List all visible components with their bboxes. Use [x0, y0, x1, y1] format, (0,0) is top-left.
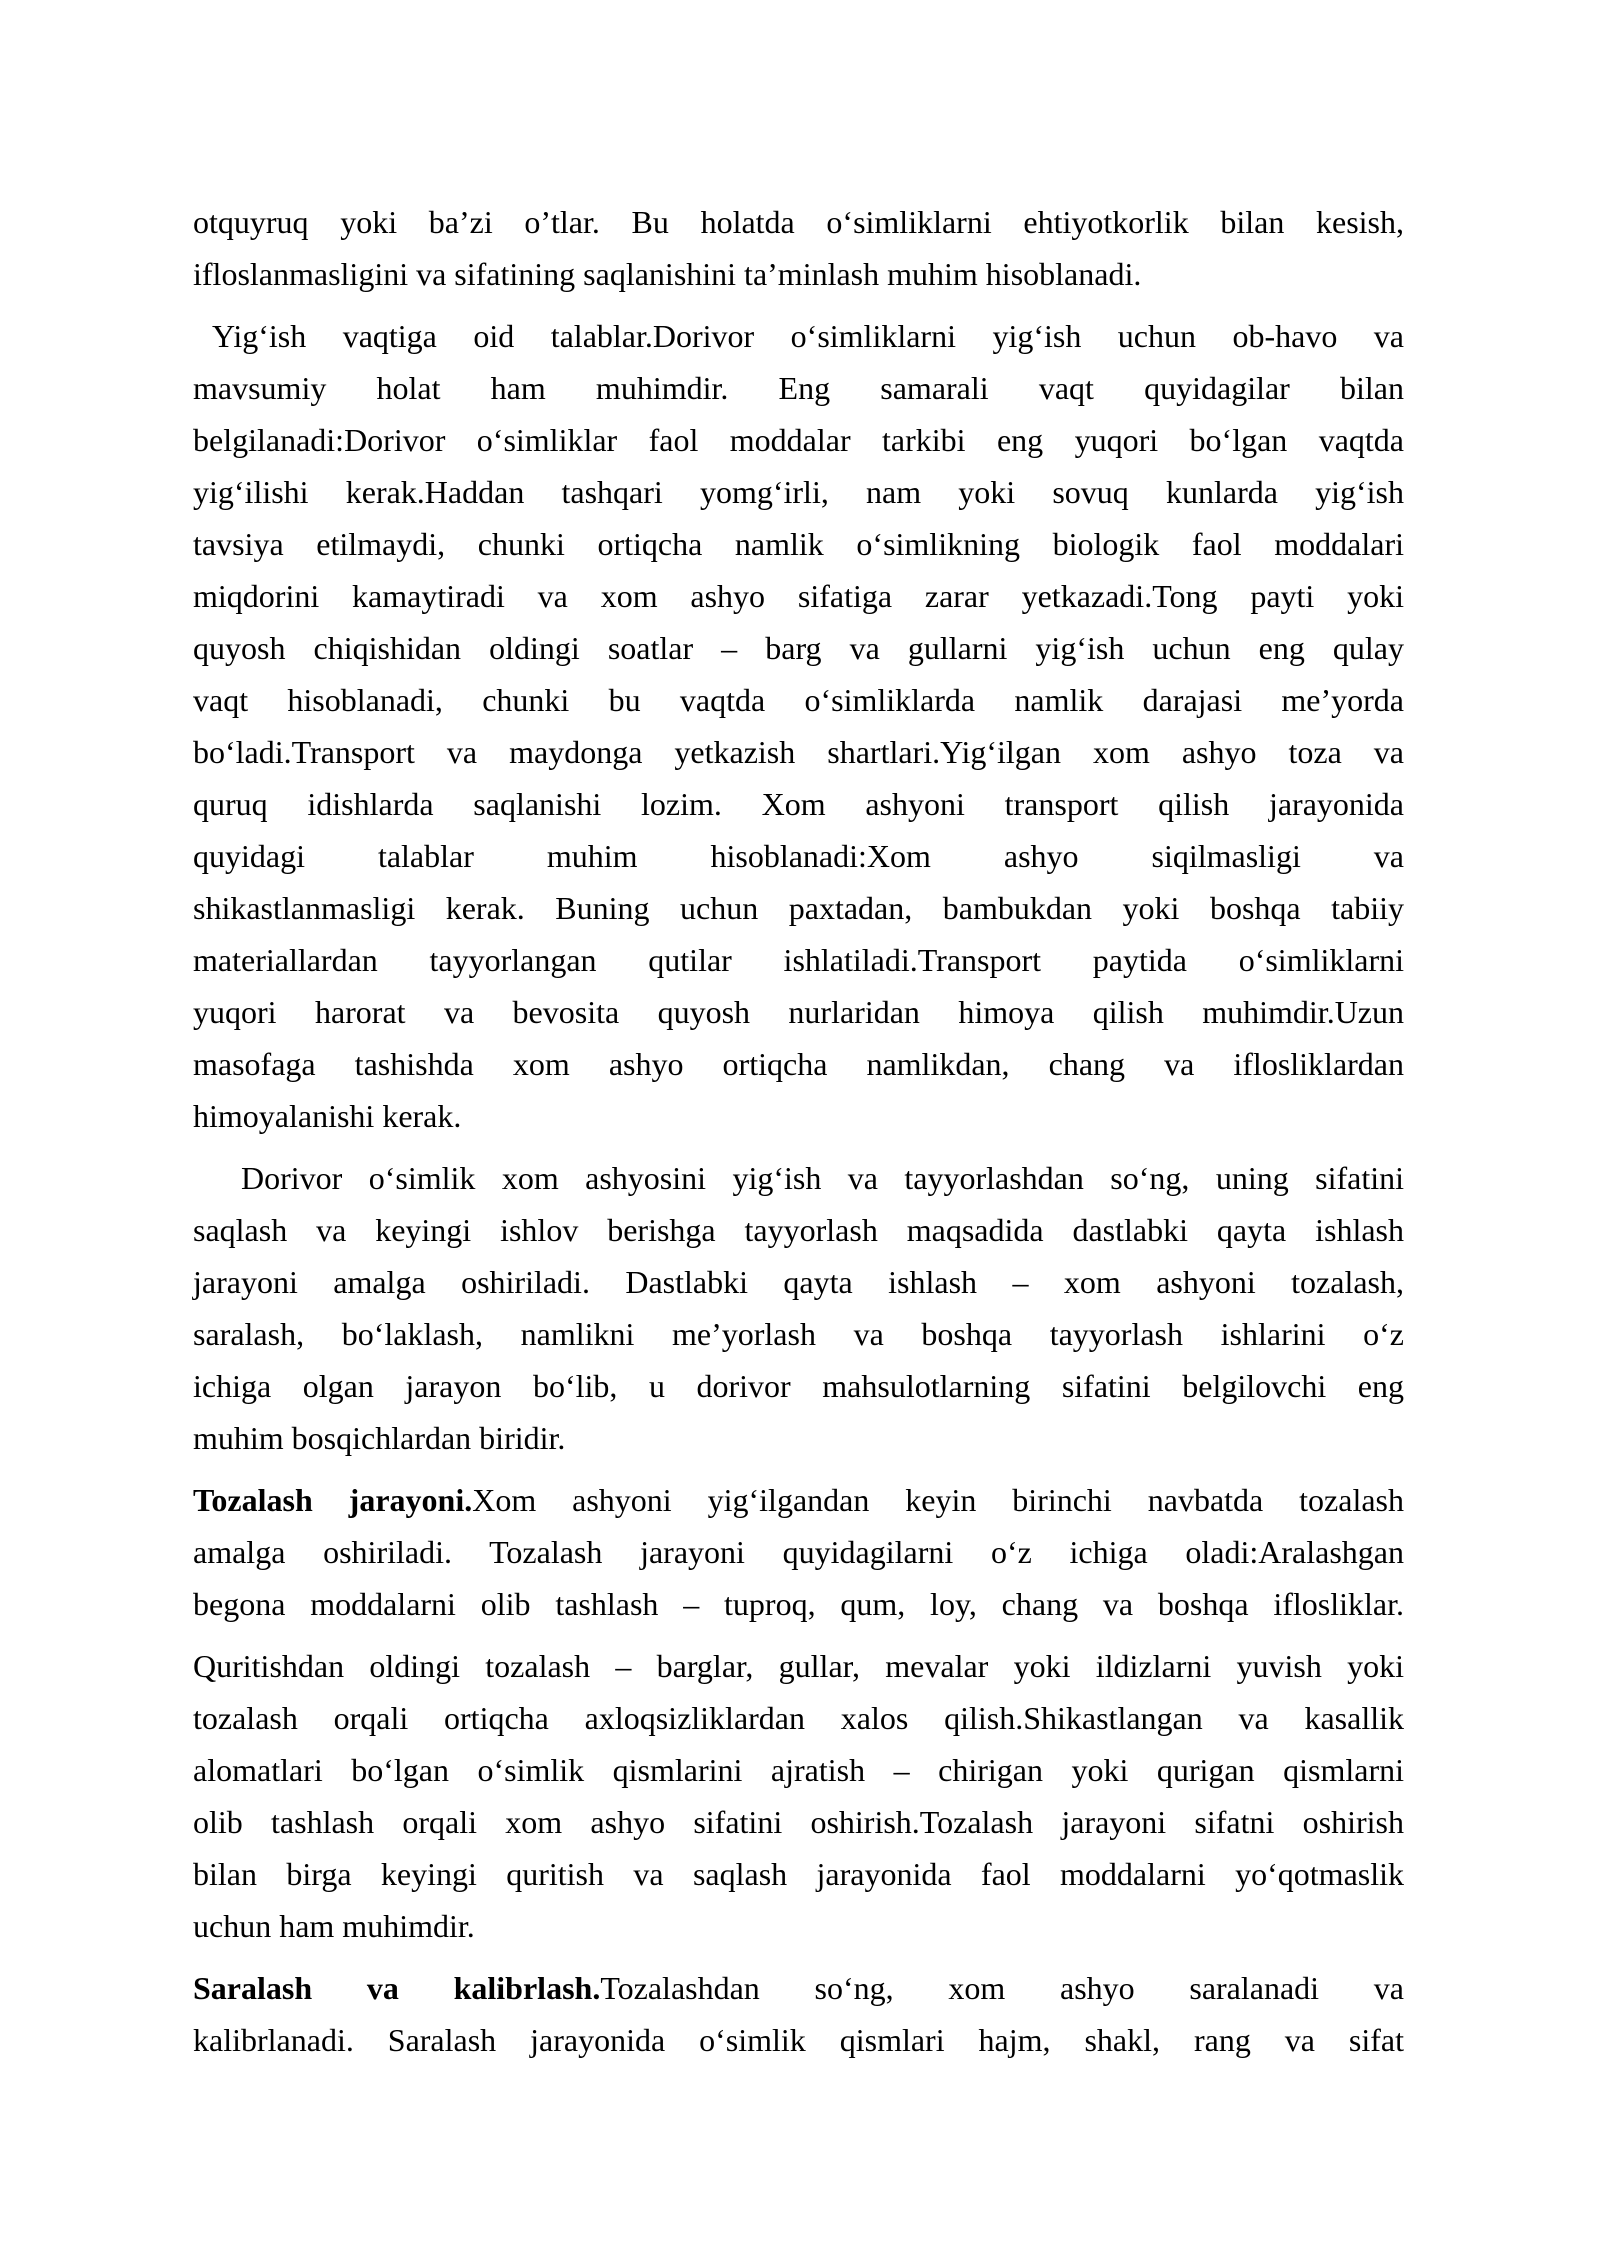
text-line: ichiga olgan jarayon boʻlib, u dorivor mahsulotlarning sifatini belgilovchi eng [193, 1368, 1404, 1404]
text-line: quyosh chiqishidan oldingi soatlar – barg va gullarni yigʻish uchun eng qulay [193, 630, 1404, 666]
lead-line-text: Xom ashyoni yigʻilgandan keyin birinchi navbatda tozalash [472, 1482, 1404, 1518]
paragraph-4 [193, 1474, 1404, 1630]
text-line: miqdorini kamaytiradi va xom ashyo sifatiga zarar yetkazadi.Tong payti yoki [193, 578, 1404, 614]
text-line: saqlash va keyingi ishlov berishga tayyorlash maqsadida dastlabki qayta ishlash [193, 1212, 1404, 1248]
text-line: mavsumiy holat ham muhimdir. Eng samarali vaqt quyidagilar bilan [193, 370, 1404, 406]
text-line: yuqori harorat va bevosita quyosh nurlaridan himoya qilish muhimdir.Uzun [193, 994, 1404, 1030]
text-line: bilan birga keyingi quritish va saqlash jarayonida faol moddalarni yoʻqotmaslik [193, 1856, 1404, 1892]
text-line: ifloslanmasligini va sifatining saqlanishini taʼminlash muhim hisoblanadi. [193, 256, 1142, 292]
text-line: quruq idishlarda saqlanishi lozim. Xom ashyoni transport qilish jarayonida [193, 786, 1404, 822]
text-line: otquyruq yoki baʼzi oʼtlar. Bu holatda oʻsimliklarni ehtiyotkorlik bilan kesish, [193, 204, 1404, 240]
text-line [193, 1962, 1404, 2014]
paragraph-3 [193, 1152, 1404, 1464]
text-line: Dorivor oʻsimlik xom ashyosini yigʻish va tayyorlashdan soʻng, uning sifatini [241, 1160, 1404, 1196]
text-line: olib tashlash orqali xom ashyo sifatini oshirish.Tozalash jarayoni sifatni oshirish [193, 1804, 1404, 1840]
paragraph-2 [193, 310, 1404, 1142]
paragraph-5 [193, 1640, 1404, 1952]
text-line: yigʻilishi kerak.Haddan tashqari yomgʻirli, nam yoki sovuq kunlarda yigʻish [193, 474, 1404, 510]
text-block [193, 196, 1404, 2076]
text-line: begona moddalarni olib tashlash – tuproq, qum, loy, chang va boshqa iflosliklar. [193, 1586, 1404, 1622]
text-line: vaqt hisoblanadi, chunki bu vaqtda oʻsimliklarda namlik darajasi meʼyorda [193, 682, 1404, 718]
text-line: boʻladi.Transport va maydonga yetkazish shartlari.Yigʻilgan xom ashyo toza va [193, 734, 1404, 770]
text-line: alomatlari boʻlgan oʻsimlik qismlarini ajratish – chirigan yoki qurigan qismlarni [193, 1752, 1404, 1788]
text-line: quyidagi talablar muhim hisoblanadi:Xom ashyo siqilmasligi va [193, 838, 1404, 874]
text-line: masofaga tashishda xom ashyo ortiqcha namlikdan, chang va iflosliklardan [193, 1046, 1404, 1082]
paragraph-6 [193, 1962, 1404, 2066]
lead-line-text: Tozalashdan soʻng, xom ashyo saralanadi va [600, 1970, 1405, 2006]
text-line: saralash, boʻlaklash, namlikni meʼyorlash va boshqa tayyorlash ishlarini oʻz [193, 1316, 1404, 1352]
text-line: Yigʻish vaqtiga oid talablar.Dorivor oʻsimliklarni yigʻish uchun ob-havo va [212, 318, 1404, 354]
text-line: tavsiya etilmaydi, chunki ortiqcha namlik oʻsimlikning biologik faol moddalari [193, 526, 1404, 562]
text-line: tozalash orqali ortiqcha axloqsizliklardan xalos qilish.Shikastlangan va kasallik [193, 1700, 1404, 1736]
text-line: muhim bosqichlardan biridir. [193, 1420, 566, 1456]
text-line [193, 1474, 1404, 1526]
text-line: belgilanadi:Dorivor oʻsimliklar faol moddalar tarkibi eng yuqori boʻlgan vaqtda [193, 422, 1404, 458]
text-line: jarayoni amalga oshiriladi. Dastlabki qayta ishlash – xom ashyoni tozalash, [193, 1264, 1404, 1300]
text-line: amalga oshiriladi. Tozalash jarayoni quyidagilarni oʻz ichiga oladi:Aralashgan [193, 1534, 1404, 1570]
text-line: Quritishdan oldingi tozalash – barglar, gullar, mevalar yoki ildizlarni yuvish yoki [193, 1648, 1404, 1684]
bold-lead: Tozalash jarayoni. [193, 1482, 473, 1518]
paragraph-1 [193, 196, 1404, 300]
text-line: uchun ham muhimdir. [193, 1908, 475, 1944]
text-line: himoyalanishi kerak. [193, 1098, 462, 1134]
text-line: materiallardan tayyorlangan qutilar ishlatiladi.Transport paytida oʻsimliklarni [193, 942, 1404, 978]
bold-lead: Saralash va kalibrlash. [193, 1970, 601, 2006]
text-line: shikastlanmasligi kerak. Buning uchun paxtadan, bambukdan yoki boshqa tabiiy [193, 890, 1404, 926]
text-line: kalibrlanadi. Saralash jarayonida oʻsimlik qismlari hajm, shakl, rang va sifat [193, 2022, 1404, 2058]
